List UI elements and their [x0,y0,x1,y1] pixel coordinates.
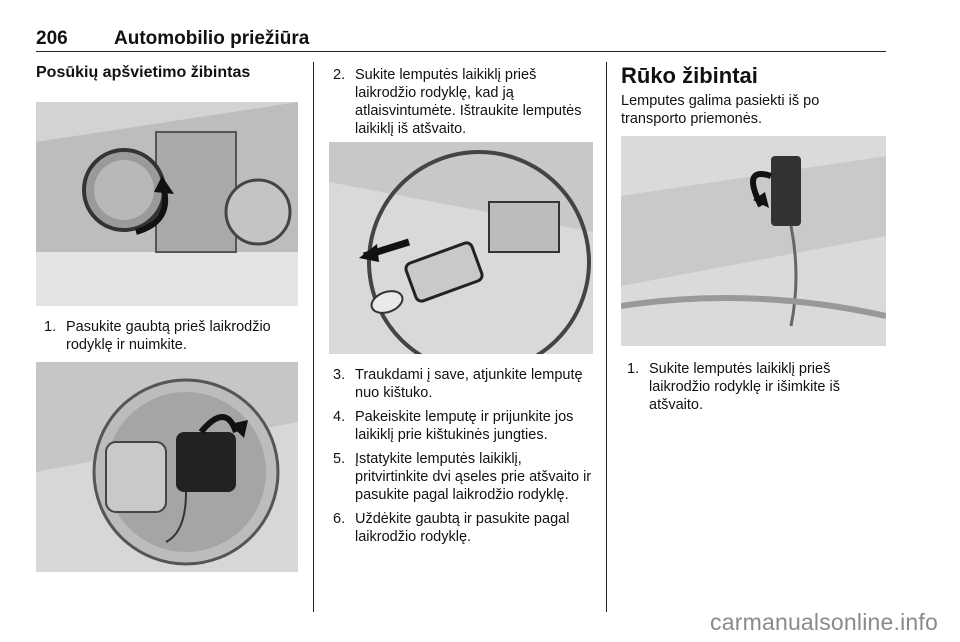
steps-cornering-light [44,318,298,360]
step-text: Sukite lemputės laikiklį prieš laikrodžio rodyklę, kad ją atlaisvintumėte. Ištraukite lemputės laikiklį iš atšvaito. [355,67,582,137]
list-item [333,450,595,504]
chapter-title: Automobilio priežiūra [114,28,310,49]
list-item [333,510,595,546]
steps-bulb-replacement [333,366,595,552]
list-item [333,408,595,444]
list-item [627,360,886,414]
figure-fog-light-holder [621,136,886,346]
intro-text: Lemputes galima pasiekti iš po transporto priemonės. [621,93,820,127]
step-number: 1. [44,319,57,335]
page-header [36,26,886,52]
section-title-cornering-light: Posūkių apšvietimo žibintas [36,64,251,81]
step-number: 6. [333,511,346,527]
step-number: 2. [333,67,346,83]
column-cornering-light [36,62,298,84]
steps-bulb-removal [333,66,593,144]
watermark: carmanualsonline.info [710,609,938,635]
steps-fog-light [627,360,886,420]
step-text: Sukite lemputės laikiklį prieš laikrodžio rodyklę ir išimkite iš atšvaito. [649,361,840,413]
list-item [333,66,593,138]
page-number: 206 [36,28,68,49]
column-divider-1 [313,62,314,612]
step-text: Pasukite gaubtą prieš laikrodžio rodyklę ir nuimkite. [66,319,271,353]
list-item [333,366,595,402]
section-title-fog-lights: Rūko žibintai [621,63,758,88]
column-divider-2 [606,62,607,612]
step-number: 1. [627,361,640,377]
step-text: Pakeiskite lemputę ir prijunkite jos laikiklį prie kištukinės jungties. [355,409,574,443]
column-fog-lights [621,62,886,128]
figure-bulb-holder [36,362,298,572]
step-number: 5. [333,451,346,467]
step-text: Uždėkite gaubtą ir pasukite pagal laikrodžio rodyklę. [355,511,570,545]
list-item [44,318,298,354]
step-text: Įstatykite lemputės laikiklį, pritvirtinkite dvi ąseles prie atšvaito ir pasukite pagal laikrodžio rodyklę. [355,451,592,503]
figure-bulb-pull [329,142,593,354]
step-text: Traukdami į save, atjunkite lemputę nuo kištuko. [355,367,583,401]
step-number: 4. [333,409,346,425]
figure-headlamp-cover [36,102,298,306]
step-number: 3. [333,367,346,383]
